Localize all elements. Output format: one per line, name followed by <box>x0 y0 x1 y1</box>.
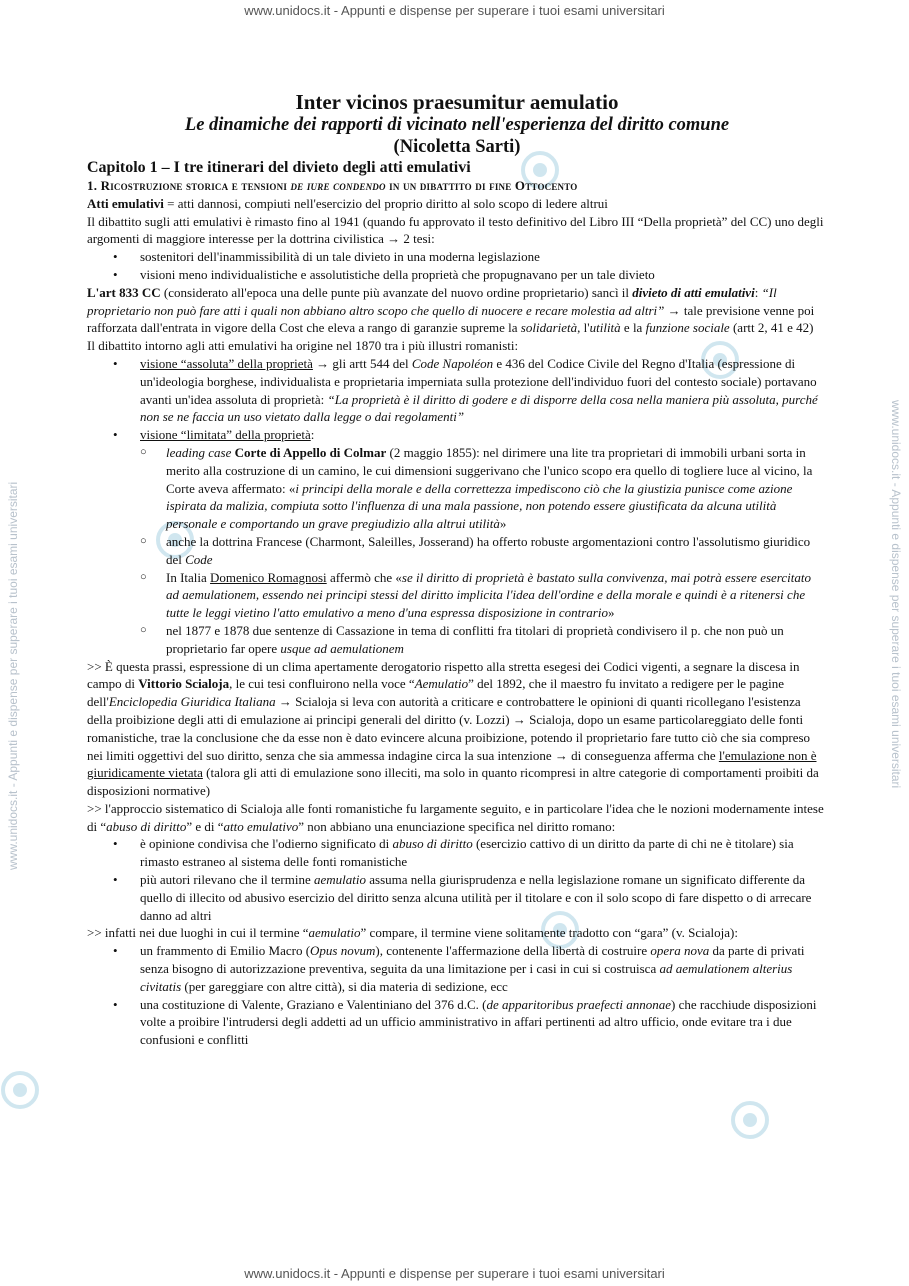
paragraph-scialoja: >> È questa prassi, espressione di un clima apertamente derogatorio rispetto alla stretta esegesi dei Codici vigenti, a segnare la discesa in campo di Vittorio Scialoja, le cui tesi confluirono nella voce “Aemulatio” del 1892, che il maestro fu invitato a redigere per le pagine dell'Enciclopedia Giuridica Italiana → Scialoja si leva con autorità a criticare e controbattere le opinioni di quanti ricollegano l'esistenza della proibizione degli atti di emulazione ai principi generali del diritto (v. Lozzi) → Scialoja, dopo un esame particolareggiato delle fonti romanistiche, trae la conclusione che da esse non è dato evincere alcuna proibizione, potendo il proprietario fare tutto ciò che sia compreso nei limiti oggettivi del suo diritto, senza che sia ammessa indagine circa la sua intenzione → di conseguenza afferma che l'emulazione non è giuridicamente vietata (talora gli atti di emulazione sono illeciti, ma solo in quanto ricompresi in altre categorie di comportamenti proibiti da disposizioni normative) <box>87 658 819 799</box>
paragraph-debate: Il dibattito sugli atti emulativi è rimasto fino al 1941 (quando fu approvato il testo definitivo del Libro III “Della proprietà” del CC) uno degli argomenti di maggiore interesse per la dottrina civilistica → 2 tesi: <box>87 213 824 247</box>
opinions-list <box>87 835 827 924</box>
list-item: ○ In Italia Domenico Romagnosi affermò che «se il diritto di proprietà è bastato sulla convivenza, mai potrà essere esercitato ad aemulationem, essendo nei principi stessi del diritto implicita l'idea dell'ordine e della morale e quindi è a ritenersi che tutte le leggi vietino l'atto emulativo a meno d'una espressa disposizione in contrario» <box>140 569 827 622</box>
watermark-side-right: www.unidocs.it - Appunti e dispense per superare i tuoi esami universitari <box>889 400 903 789</box>
list-item: • una costituzione di Valente, Graziano e Valentiniano del 376 d.C. (de apparitoribus praefecti annonae) che racchiude disposizioni volte a proibire l'intrudersi degli addetti ad un ufficio amministrativo in affari pertinenti ad altro ufficio, onde evitare tra i due confusioni e conflitti <box>87 996 827 1049</box>
document-subtitle: Le dinamiche dei rapporti di vicinato nell'esperienza del diritto comune <box>184 115 730 135</box>
watermark-side-left: www.unidocs.it - Appunti e dispense per superare i tuoi esami universitari <box>6 481 20 870</box>
paragraph-origin: Il dibattito intorno agli atti emulativi ha origine nel 1870 tra i più illustri romanisti: <box>87 338 519 354</box>
list-item: • sostenitori dell'inammissibilità di un tale divieto in una moderna legislazione <box>87 248 827 266</box>
list-item: • è opinione condivisa che l'odierno significato di abuso di diritto (esercizio cattivo di un diritto da parte di chi ne è titolare) sia rimasto estraneo al sistema delle fonti romanistiche <box>87 835 827 871</box>
document-author: (Nicoletta Sarti) <box>393 137 521 157</box>
list-item: ○ nel 1877 e 1878 due sentenze di Cassazione in tema di conflitti fra titolari di proprietà condivisero il p. che non può un proprietario far opere usque ad aemulationem <box>140 622 827 658</box>
list-item: • più autori rilevano che il termine aemulatio assuma nella giurisprudenza e nella legislazione romane un significato differente da quello di illecito od abusivo esercizio del diritto senza alcuna utilità per il titolare e con il solo scopo di fare dispetto o di arrecare danno ad altri <box>87 871 827 924</box>
watermark-top: www.unidocs.it - Appunti e dispense per superare i tuoi esami universitari <box>244 3 665 18</box>
thesis-list <box>87 248 827 284</box>
list-item: • visione “assoluta” della proprietà → gli artt 544 del Code Napoléon e 436 del Codice Civile del Regno d'Italia (espressione di un'ideologia borghese, individualista e proprietaria imperniata sulla protezione dell'individuo fuori del contesto sociale) portavano avanti un'idea assoluta di proprietà: “La proprietà è il diritto di godere e di disporre della cosa nella maniera più assoluta, purché non se ne faccia un uso vietato dalla legge o dai regolamenti” <box>87 355 827 426</box>
paragraph-approach: >> l'approccio sistematico di Scialoja alle fonti romanistiche fu largamente seguito, e in particolare l'idea che le nozioni modernamente intese di “abuso di diritto” e di “atto emulativo” non abbiano una enunciazione specifica nel diritto romano: <box>87 800 824 834</box>
list-item: ○ anche la dottrina Francese (Charmont, Saleilles, Josserand) ha offerto robuste argomentazioni contro l'assolutismo giuridico del Code <box>140 533 827 569</box>
chapter-heading: Capitolo 1 – I tre itinerari del divieto degli atti emulativi <box>87 159 471 176</box>
sources-list <box>87 942 827 1049</box>
watermark-logo-icon <box>730 1100 770 1140</box>
paragraph-translation: >> infatti nei due luoghi in cui il termine “aemulatio” compare, il termine viene solitamente tradotto con “gara” (v. Scialoja): <box>87 925 738 941</box>
sub-list <box>140 444 827 658</box>
list-item: • visioni meno individualistiche e assolutistiche della proprietà che propugnavano per un tale divieto <box>87 266 827 284</box>
section-heading: 1. Ricostruzione storica e tensioni de iure condendo in un dibattito di fine Ottocento <box>87 178 578 193</box>
watermark-logo-icon <box>0 1070 40 1110</box>
paragraph-art833: L'art 833 CC (considerato all'epoca una delle punte più avanzate del nuovo ordine proprietario) sancì il divieto di atti emulativi: “Il proprietario non può fare atti i quali non abbiano altro scopo che quello di nuocere e recare molestia ad altri” → tale previsione venne poi rafforzata dall'entrata in vigore della Cost che eleva a rango di garanzie supreme la solidarietà, l'utilità e la funzione sociale (artt 2, 41 e 42) <box>87 284 815 336</box>
visions-list <box>87 355 827 658</box>
document-page <box>87 90 827 1049</box>
document-title: Inter vicinos praesumitur aemulatio <box>295 90 619 114</box>
watermark-bottom: www.unidocs.it - Appunti e dispense per superare i tuoi esami universitari <box>244 1266 665 1281</box>
list-item: ○ leading case Corte di Appello di Colmar (2 maggio 1855): nel dirimere una lite tra proprietari di immobili urbani sorta in merito alla costruzione di un camino, le cui dimensioni suggerivano che l'unico scopo era quello di togliere luce al vicino, la Corte aveva affermato: «i principi della morale e della correttezza impediscono ciò che la giustizia punisce come azione ispirata da malizia, compiuta sotto l'influenza di una mala passione, non potendo essere giustificata da alcuna utilità personale e comportando un grave pregiudizio alla altrui utilità» <box>140 444 827 533</box>
list-item: • visione “limitata” della proprietà: ○ leading case Corte di Appello di Colmar (2 maggio 1855): nel dirimere una lite tra proprietari di immobili urbani sorta in merito alla costruzione di un camino, le cui dimensioni suggerivano che l'unico scopo era quello di togliere luce al vicino, la Corte aveva affermato: «i principi della morale e della correttezza impediscono ciò che la giustizia punisce come azione ispirata da malizia, compiuta sotto l'influenza di una mala passione, non potendo essere giustificata da alcuna utilità personale e comportando un grave pregiudizio alla altrui utilità» ○ anche la dottrina Francese (Charmont, Saleilles, Josserand) ha offerto robuste argomentazioni contro l'assolutismo giuridico del Code ○ In Italia Domenico Romagnosi affermò che «se il diritto di proprietà è bastato sulla convivenza, mai potrà essere esercitato ad aemulationem, essendo nei principi stessi del diritto implicita l'idea dell'ordine e della morale e quindi è a ritenersi che tutte le leggi vietino l'atto emulativo a meno d'una espressa disposizione in contrario» ○ nel 1877 e 1878 due sentenze di Cassazione in tema di conflitti fra titolari di proprietà condivisero il p. che non può un proprietario far opere usque ad aemulationem <box>87 426 827 657</box>
paragraph-definition: Atti emulativi = atti dannosi, compiuti nell'esercizio del proprio diritto al solo scopo di ledere altrui <box>87 195 608 211</box>
list-item: • un frammento di Emilio Macro (Opus novum), contenente l'affermazione della libertà di costruire opera nova da parte di privati senza bisogno di autorizzazione preventiva, seguita da una limitazione per i casi in cui si costruisca ad aemulationem alterius civitatis (per gareggiare con altre città), si dia materia di sedizione, ecc <box>87 942 827 995</box>
